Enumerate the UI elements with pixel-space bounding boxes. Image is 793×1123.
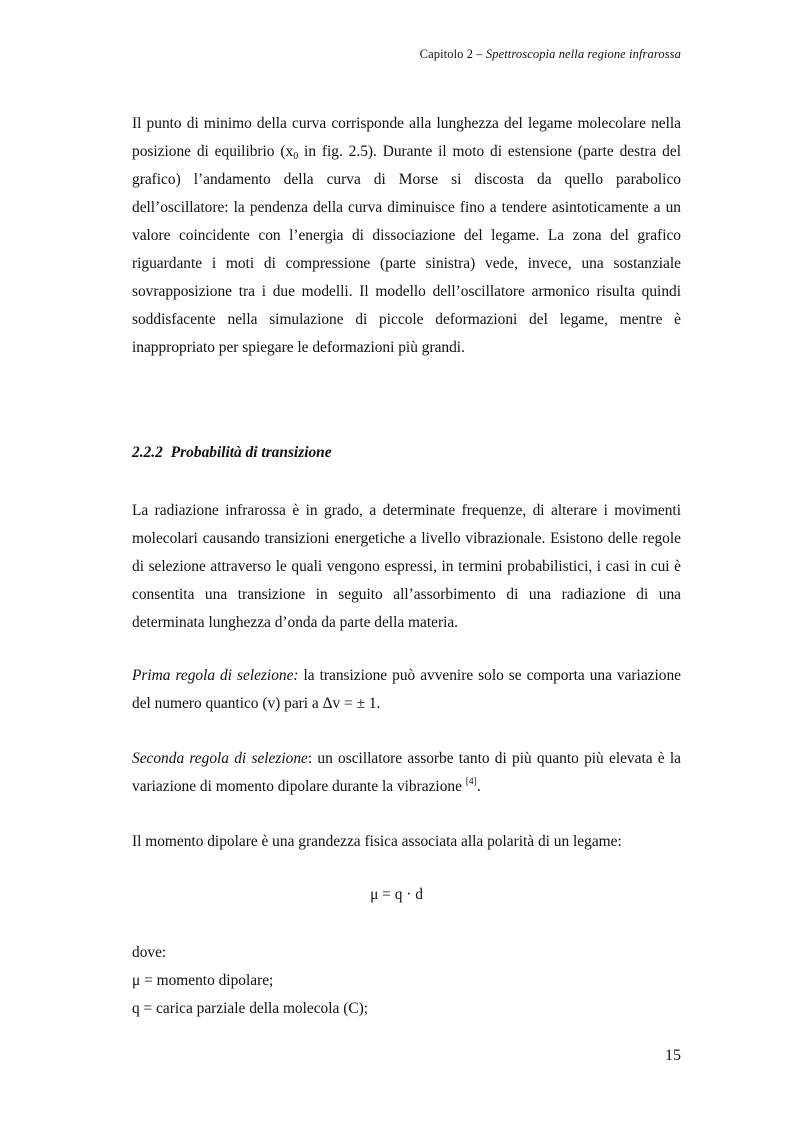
header-chapter: Capitolo 2 – bbox=[419, 47, 486, 61]
page-number: 15 bbox=[665, 1047, 681, 1064]
rule-one-text: la transizione può avvenire solo se comporta una variazione del numero quantico (v) pari a Δv = ± 1. bbox=[132, 667, 681, 712]
section-number: 2.2.2 bbox=[132, 444, 163, 461]
rule-two bbox=[132, 745, 681, 801]
rule-two-block bbox=[132, 745, 681, 801]
rule-one-label: Prima regola di selezione: bbox=[132, 667, 299, 684]
paragraph-morse bbox=[132, 110, 681, 362]
definition-item-q: q = carica parziale della molecola (C); bbox=[132, 1000, 368, 1017]
rule-two-label: Seconda regola di selezione bbox=[132, 750, 308, 767]
paragraph-morse-text-b: in fig. 2.5). Durante il moto di estensione (parte destra del grafico) l’andamento della curva di Morse si discosta da quello parabolico dell’oscillatore: la pendenza della curva diminuisce fino a tendere asintoticamente a un valore coincidente con l’energia di dissociazione del legame. La zona del grafico riguardante i moti di compressione (parte sinistra) vede, invece, una sostanziale sovrapposizione tra i due modelli. Il modello dell’oscillatore armonico risulta quindi soddisfacente nella simulazione di piccole deformazioni del legame, mentre è inappropriato per spiegare le deformazioni più grandi. bbox=[132, 143, 681, 356]
running-header bbox=[420, 47, 681, 62]
rule-two-text: : un oscillatore assorbe tanto di più quanto più elevata è la variazione di momento dipolare durante la vibrazione bbox=[132, 750, 681, 795]
header-chapter-title: Spettroscopia nella regione infrarossa bbox=[485, 47, 681, 61]
definition-item-mu: μ = momento dipolare; bbox=[132, 972, 274, 989]
definitions-list bbox=[132, 939, 368, 1023]
citation-ref: [4] bbox=[465, 777, 477, 787]
body-text bbox=[132, 110, 681, 362]
rule-one bbox=[132, 662, 681, 718]
section-title: Probabilità di transizione bbox=[170, 444, 332, 461]
dipole-formula: μ = q · d bbox=[370, 886, 423, 903]
paragraph-dipole-block bbox=[132, 828, 681, 856]
paragraph-morse-text-a: Il punto di minimo della curva corrisponde alla lunghezza del legame molecolare nella posizione di equilibrio (x bbox=[132, 115, 681, 160]
paragraph-radiation-block bbox=[132, 497, 681, 637]
paragraph-dipole: Il momento dipolare è una grandezza fisica associata alla polarità di un legame: bbox=[132, 833, 622, 850]
definitions-intro: dove: bbox=[132, 944, 167, 961]
subscript-zero: 0 bbox=[293, 151, 299, 162]
section-heading bbox=[132, 444, 332, 462]
paragraph-radiation: La radiazione infrarossa è in grado, a determinate frequenze, di alterare i movimenti molecolari causando transizioni energetiche a livello vibrazionale. Esistono delle regole di selezione attraverso le quali vengono espressi, in termini probabilistici, i casi in cui è consentita una transizione in seguito all’assorbimento di una radiazione di una determinata lunghezza d’onda da parte della materia. bbox=[132, 502, 681, 631]
rule-one-block bbox=[132, 662, 681, 718]
rule-two-end: . bbox=[476, 778, 481, 795]
